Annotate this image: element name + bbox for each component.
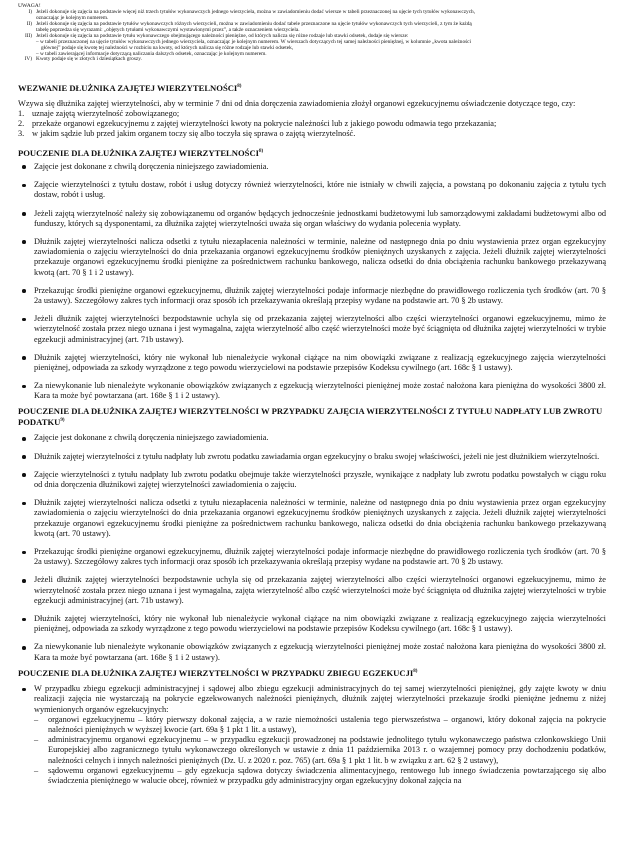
section-heading-summons	[18, 82, 606, 93]
bullet-icon	[18, 381, 34, 401]
note-number: III)	[24, 32, 32, 39]
note-number: IV)	[24, 56, 32, 63]
instruction-bullets	[18, 162, 606, 402]
bullet-item	[18, 180, 606, 200]
footnote-ref: 8)	[413, 668, 418, 674]
bullet-item	[18, 237, 606, 278]
document-page	[18, 0, 606, 786]
dash-text: organowi egzekucyjnemu – który pierwszy dokonał zajęcia, a w razie niemożności ustalenia tego pierwszeństwa – organowi, który dokonał zajęcia na pokrycie należności pieniężnych w wyższej kwocie (art. 69a § 1 pkt 1 lit. a ustawy),	[48, 714, 606, 735]
dash-mark: –	[34, 735, 39, 745]
note-line: tabelę poprzedza się wyrazami: „objętych tytułami wykonawczymi wystawionymi przez”, a także oznaczeniem wierzyciela.	[36, 26, 300, 33]
bullet-text: Zajęcie jest dokonane z chwilą doręczenia niniejszego zawiadomienia.	[34, 161, 269, 171]
bullet-icon	[18, 470, 34, 490]
bullet-icon	[18, 547, 34, 567]
dash-text: sądowemu organowi egzekucyjnemu – gdy egzekucja sądowa dotyczy świadczenia alimentacyjnego, rentowego lub innego świadczenia powtarzającego się albo świadczenia pieniężnego w walucie obcej, również w przypadku gdy administracyjny organ egzekucyjny dokonał zajęcia na	[48, 765, 606, 786]
note-line: Jeżeli dokonuje się zajęcia na podstawie tytułu wykonawczego obejmującego należności pieniężne, od których nalicza się różne rodzaje lub stawki odsetek, dodaje się wiersze:	[36, 32, 409, 39]
bullet-icon	[18, 314, 34, 345]
bullet-icon	[18, 162, 34, 172]
bullet-text: Zajęcie wierzytelności z tytułu dostaw, robót i usług dotyczy również wierzytelności, które nie istniały w chwili zajęcia, a powstaną po dokonaniu zajęcia z tytułu tych dostaw, robót i usług.	[34, 180, 606, 200]
list-item	[18, 109, 606, 119]
heading-text: POUCZENIE DLA DŁUŻNIKA ZAJĘTEJ WIERZYTELNOŚCI	[18, 147, 260, 158]
bullet-item	[18, 209, 606, 229]
note-number: I)	[28, 9, 32, 16]
summons-intro: Wzywa się dłużnika zajętej wierzytelności, aby w terminie 7 dni od dnia doręczenia zawiadomienia złożył organowi egzekucyjnemu oświadczenie dotyczące tego, czy:	[18, 98, 576, 108]
dash-mark: –	[34, 714, 39, 724]
note-item	[18, 34, 606, 58]
note-line: Jeżeli dokonuje się zajęcia na podstawie więcej niż trzech tytułów wykonawczych jednego wierzyciela, można w zawiadomieniu dodać wiersze w tabeli przeznaczonej na ujęcie tych tytułów wykonawczych,	[36, 9, 476, 16]
dash-text: administracyjnemu organowi egzekucyjnemu – w przypadku egzekucji prowadzonej na podstawie jednolitego tytułu wykonawczego państwa członkowskiego Unii Europejskiej albo zagranicznego tytułu wykonawczego określonych w ustawie z dnia 11 października 2013 r. o wzajemnej pomocy przy dochodzeniu podatków, należności celnych i innych należności pieniężnych (Dz. U. z 2020 r. poz. 765) (art. 69a § 1 pkt 1 lit. b w związku z art. 62 § 2 ustawy),	[48, 735, 606, 765]
footnotes	[18, 10, 606, 63]
bullet-icon	[18, 498, 34, 539]
list-text: w jakim sądzie lub przed jakim organem toczy się albo toczyła się sprawa o zajętą wierzytelność.	[32, 129, 356, 139]
list-text: uznaje zajętą wierzytelność zobowiązanego;	[32, 108, 180, 118]
bullet-item	[18, 470, 606, 490]
bullet-text: Jeżeli dłużnik zajętej wierzytelności bezpodstawnie uchyla się od przekazania zajętej wierzytelności albo części wierzytelności organowi egzekucyjnemu, mimo że wierzytelność została przez niego uznana i jest wymagalna, zajęta wierzytelność albo część wierzytelności może być ściągnięta od dłużnika zajętej wierzytelności w trybie egzekucji administracyjnej (art. 71b ustawy).	[34, 575, 606, 605]
bullet-item	[18, 162, 606, 172]
note-item	[18, 57, 606, 63]
bullet-icon	[18, 286, 34, 306]
bullet-item	[18, 498, 606, 539]
bullet-item	[18, 286, 606, 306]
bullet-item	[18, 547, 606, 567]
bullet-icon	[18, 575, 34, 606]
heading-text: POUCZENIE DLA DŁUŻNIKA ZAJĘTEJ WIERZYTELNOŚCI W PRZYPADKU ZBIEGU EGZEKUCJI	[18, 667, 414, 678]
warning-heading: UWAGA!	[18, 3, 41, 9]
dash-item	[18, 766, 606, 786]
bullet-text: Dłużnik zajętej wierzytelności nalicza odsetki z tytułu niezapłacenia należności w terminie, należne od następnego dnia po dniu wystawienia przez organ egzekucyjny zawiadomienia o zajęciu wierzytelności do dnia przekazania organowi egzekucyjnemu środków pieniężnych uzyskanych z zajęcia. Jeżeli dłużnik zajętej wierzytelności przekazuje organowi egzekucyjnemu środki pieniężne za pośrednictwem rachunku bankowego, nalicza odsetki do dnia obciążenia rachunku bankowego przekazywaną kwotą (art. 70 ustawy).	[34, 498, 606, 538]
bullet-text: Za niewykonanie lub nienależyte wykonanie obowiązków związanych z egzekucją wierzytelności pieniężnej może zostać nałożona kara pieniężna do wysokości 3800 zł. Kara ta może być powtarzana (art. 168e § 1 i 2 ustawy).	[34, 642, 606, 662]
bullet-item	[18, 433, 606, 443]
bullet-text: Przekazując środki pieniężne organowi egzekucyjnemu, dłużnik zajętej wierzytelności podaje informacje niezbędne do prawidłowego rozliczenia tych środków (art. 70 § 2a ustawy). Szczegółowy zakres tych informacji oraz sposób ich przekazywania określają przepisy wydane na podstawie art. 70 § 2b ustawy.	[34, 285, 606, 305]
bullet-text: Zajęcie wierzytelności z tytułu nadpłaty lub zwrotu podatku obejmuje także wierzytelności przyszłe, wynikające z nadpłaty lub zwrotu podatku powstałych w ciągu roku od dnia doręczenia dłużnikowi zajętej wierzytelności zawiadomienia o zajęciu.	[34, 469, 606, 490]
bullet-text: Jeżeli dłużnik zajętej wierzytelności bezpodstawnie uchyla się od przekazania zajętej wierzytelności albo części wierzytelności organowi egzekucyjnemu, mimo że wierzytelność została przez niego uznana i jest wymagalna, zajęta wierzytelność albo część wierzytelności może być ściągnięta od dłużnika zajętej wierzytelności w trybie egzekucji administracyjnej (art. 71b ustawy).	[34, 314, 606, 344]
list-item	[18, 129, 606, 139]
bullet-icon	[18, 209, 34, 229]
note-text	[36, 57, 606, 63]
footnote-ref: 8)	[237, 84, 242, 90]
tax-refund-bullets	[18, 433, 606, 662]
list-item	[18, 119, 606, 129]
bullet-icon	[18, 614, 34, 634]
bullet-item	[18, 381, 606, 401]
heading-text: POUCZENIE DLA DŁUŻNIKA ZAJĘTEJ WIERZYTELNOŚCI W PRZYPADKU ZAJĘCIA WIERZYTELNOŚCI Z TYTUŁU NADPŁATY LUB ZWROTU PODATKU	[18, 405, 603, 427]
bullet-icon	[18, 180, 34, 200]
bullet-icon	[18, 353, 34, 373]
bullet-text: Przekazując środki pieniężne organowi egzekucyjnemu, dłużnik zajętej wierzytelności podaje informacje niezbędne do prawidłowego rozliczenia tych środków (art. 70 § 2a ustawy). Szczegółowy zakres tych informacji oraz sposób ich przekazywania określają przepisy wydane na podstawie art. 70 § 2b ustawy.	[34, 547, 606, 567]
note-line: Jeżeli dokonuje się zajęcia na podstawie tytułów wykonawczych różnych wierzycieli, można w zawiadomieniu dodać tabele przeznaczone na ujęcie tytułów wykonawczych tych wierzycieli, z tym że każdą	[36, 21, 472, 28]
note-line: – w tabeli zawierającej informacje dotyczącą naliczania dalszych odsetek, oznaczając je kolejnym numerem.	[36, 50, 267, 57]
dash-item	[18, 735, 606, 766]
bullet-icon	[18, 433, 34, 443]
footnote-ref: 8)	[259, 148, 264, 154]
bullet-text: Jeżeli zajętą wierzytelność należy się zobowiązanemu od organów będących jednocześnie jednostkami budżetowymi lub samorządowymi zakładami budżetowymi albo od funduszy, których są dysponentami, za dłużnika zajętej wierzytelności uważa się organ właściwy do wydania polecenia wypłaty.	[34, 208, 606, 228]
bullet-item	[18, 314, 606, 345]
note-number: II)	[26, 21, 32, 28]
list-number: 2.	[18, 119, 25, 129]
bullet-text: Zajęcie jest dokonane z chwilą doręczenia niniejszego zawiadomienia.	[34, 433, 269, 443]
bullet-text: Dłużnik zajętej wierzytelności z tytułu nadpłaty lub zwrotu podatku zawiadamia organ egzekucyjny o braku swojej właściwości, jeżeli nie jest dłużnikiem wierzytelności.	[34, 451, 600, 461]
heading-text: WEZWANIE DŁUŻNIKA ZAJĘTEJ WIERZYTELNOŚCI	[18, 83, 238, 94]
section-heading-concurrent-enforcement	[18, 667, 606, 678]
bullet-text: Za niewykonanie lub nienależyte wykonanie obowiązków związanych z egzekucją wierzytelności pieniężnej może zostać nałożona kara pieniężna do wysokości 3800 zł. Kara ta może być powtarzana (art. 168e § 1 i 2 ustawy).	[34, 381, 606, 401]
bullet-text: W przypadku zbiegu egzekucji administracyjnej i sądowej albo zbiegu egzekucji administracyjnych do tej samej wierzytelności pieniężnej, gdy zajęte kwoty w dniu realizacji zajęcia nie wystarczają na pokrycie egzekwowanych należności pieniężnych, dłużnik zajętej wierzytelności przekazuje środki pieniężne jednemu z niżej wymienionych organów egzekucyjnych:	[34, 684, 606, 714]
note-text	[36, 34, 606, 58]
bullet-item	[18, 614, 606, 634]
summons-list	[18, 109, 606, 140]
list-number: 1.	[18, 108, 25, 118]
bullet-icon	[18, 642, 34, 662]
note-line: oznaczając je kolejnym numerem.	[36, 15, 109, 22]
list-number: 3.	[18, 129, 25, 139]
dash-mark: –	[34, 765, 39, 775]
footnote-ref: 9)	[60, 418, 65, 424]
note-line: głównej” podaje się kwotę tej należności w rozbiciu na kwoty, od których nalicza się różne rodzaje lub stawki odsetek,	[41, 44, 294, 51]
bullet-text: Dłużnik zajętej wierzytelności, który nie wykonał lub nienależycie wykonał ciążące na nim obowiązki związane z realizacją egzekucyjnego zajęcia wierzytelności pieniężnej, odpowiada za szkody wyrządzone z tego powodu wierzycielowi na podstawie przepisów Kodeksu cywilnego (art. 168c § 1 ustawy).	[34, 352, 606, 372]
bullet-item	[18, 575, 606, 606]
note-line: Kwoty podaje się w złotych i dziesiątkach groszy.	[36, 56, 142, 63]
bullet-item	[18, 353, 606, 373]
bullet-text: Dłużnik zajętej wierzytelności, który nie wykonał lub nienależycie wykonał ciążące na nim obowiązki związane z realizacją egzekucyjnego zajęcia wierzytelności pieniężnej, odpowiada za szkody wyrządzone z tego powodu wierzycielowi na podstawie przepisów Kodeksu cywilnego (art. 168c § 1 ustawy).	[34, 614, 606, 634]
section-heading-tax-refund	[18, 406, 606, 428]
dash-item	[18, 715, 606, 735]
list-text: przekaże organowi egzekucyjnemu z zajętej wierzytelności kwoty na pokrycie należności lub z jakiego powodu odmawia tego przekazania;	[32, 119, 497, 129]
bullet-icon	[18, 237, 34, 278]
bullet-item	[18, 642, 606, 662]
bullet-item	[18, 452, 606, 462]
bullet-icon	[18, 452, 34, 462]
bullet-text: Dłużnik zajętej wierzytelności nalicza odsetki z tytułu niezapłacenia należności w terminie, należne od następnego dnia po dniu wystawienia przez organ egzekucyjny zawiadomienia o zajęciu wierzytelności do dnia przekazania organowi egzekucyjnemu środków pieniężnych uzyskanych z zajęcia. Jeżeli dłużnik zajętej wierzytelności przekazuje organowi egzekucyjnemu środki pieniężne za pośrednictwem rachunku bankowego, nalicza odsetki do dnia obciążenia rachunku bankowego przekazywaną kwotą (art. 70 § 1 i 2 ustawy).	[34, 236, 606, 277]
section-heading-instruction	[18, 147, 606, 158]
bullet-item	[18, 684, 606, 715]
note-line: – w tabeli przeznaczonej na ujęcie tytułów wykonawczych jednego wierzyciela, oznaczając je kolejnym numerem. W wierszach dotyczących tej samej należności pieniężnej, w kolumnie „kwota należności	[36, 38, 471, 45]
bullet-icon	[18, 684, 34, 715]
